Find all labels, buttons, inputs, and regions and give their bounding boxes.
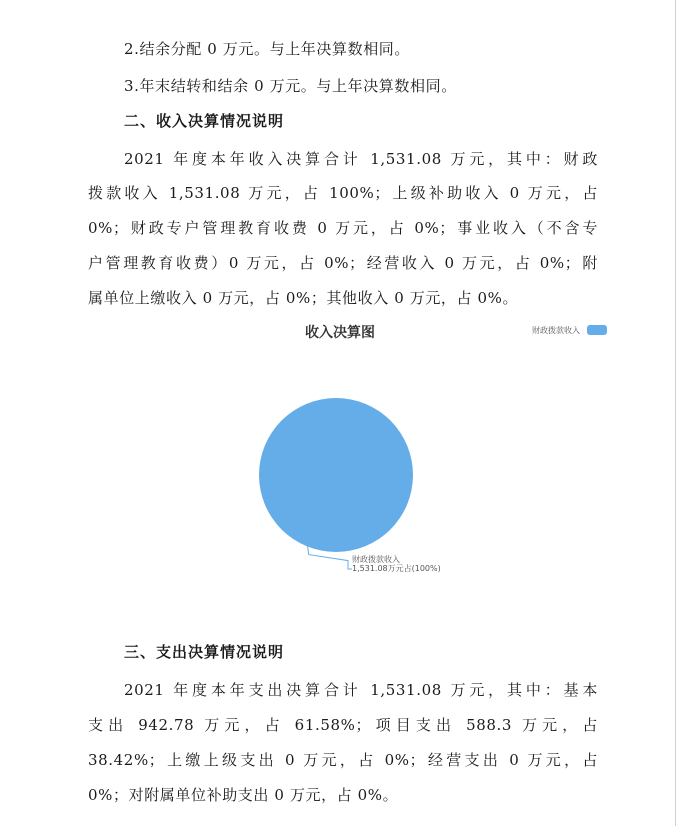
heading-expenditure-section: 三、支出决算情况说明 <box>124 643 285 661</box>
pie-slice-label-value: 1,531.08万元占(100%) <box>352 564 441 573</box>
expenditure-paragraph-line: 0%；对附属单位补助支出 0 万元，占 0%。 <box>88 786 399 804</box>
pie-slice-label-name: 财政拨款收入 <box>352 555 400 564</box>
income-paragraph-line: 2021 年度本年收入决算合计 1,531.08 万元，其中：财政 <box>124 150 598 168</box>
pie-slice <box>259 398 413 552</box>
expenditure-paragraph-line: 2021 年度本年支出决算合计 1,531.08 万元，其中：基本 <box>124 681 598 699</box>
income-paragraph-line: 属单位上缴收入 0 万元，占 0%；其他收入 0 万元，占 0%。 <box>88 289 519 307</box>
legend-label: 财政拨款收入 <box>532 326 580 335</box>
heading-income-section: 二、收入决算情况说明 <box>124 112 285 130</box>
income-paragraph-line: 户管理教育收费）0 万元，占 0%；经营收入 0 万元，占 0%；附 <box>88 254 598 272</box>
expenditure-paragraph-line: 支出 942.78 万元，占 61.58%；项目支出 588.3 万元，占 <box>88 716 598 734</box>
expenditure-paragraph-line: 38.42%；上缴上级支出 0 万元，占 0%；经营支出 0 万元，占 <box>88 751 598 769</box>
paragraph-balance-distribution: 2.结余分配 0 万元。与上年决算数相同。 <box>124 40 410 58</box>
chart-title: 收入决算图 <box>305 325 375 341</box>
income-paragraph-line: 0%；财政专户管理教育收费 0 万元，占 0%；事业收入（不含专 <box>88 219 598 237</box>
income-paragraph-line: 拨款收入 1,531.08 万元，占 100%；上级补助收入 0 万元，占 <box>88 184 598 202</box>
paragraph-year-end-carryover: 3.年末结转和结余 0 万元。与上年决算数相同。 <box>124 77 457 95</box>
